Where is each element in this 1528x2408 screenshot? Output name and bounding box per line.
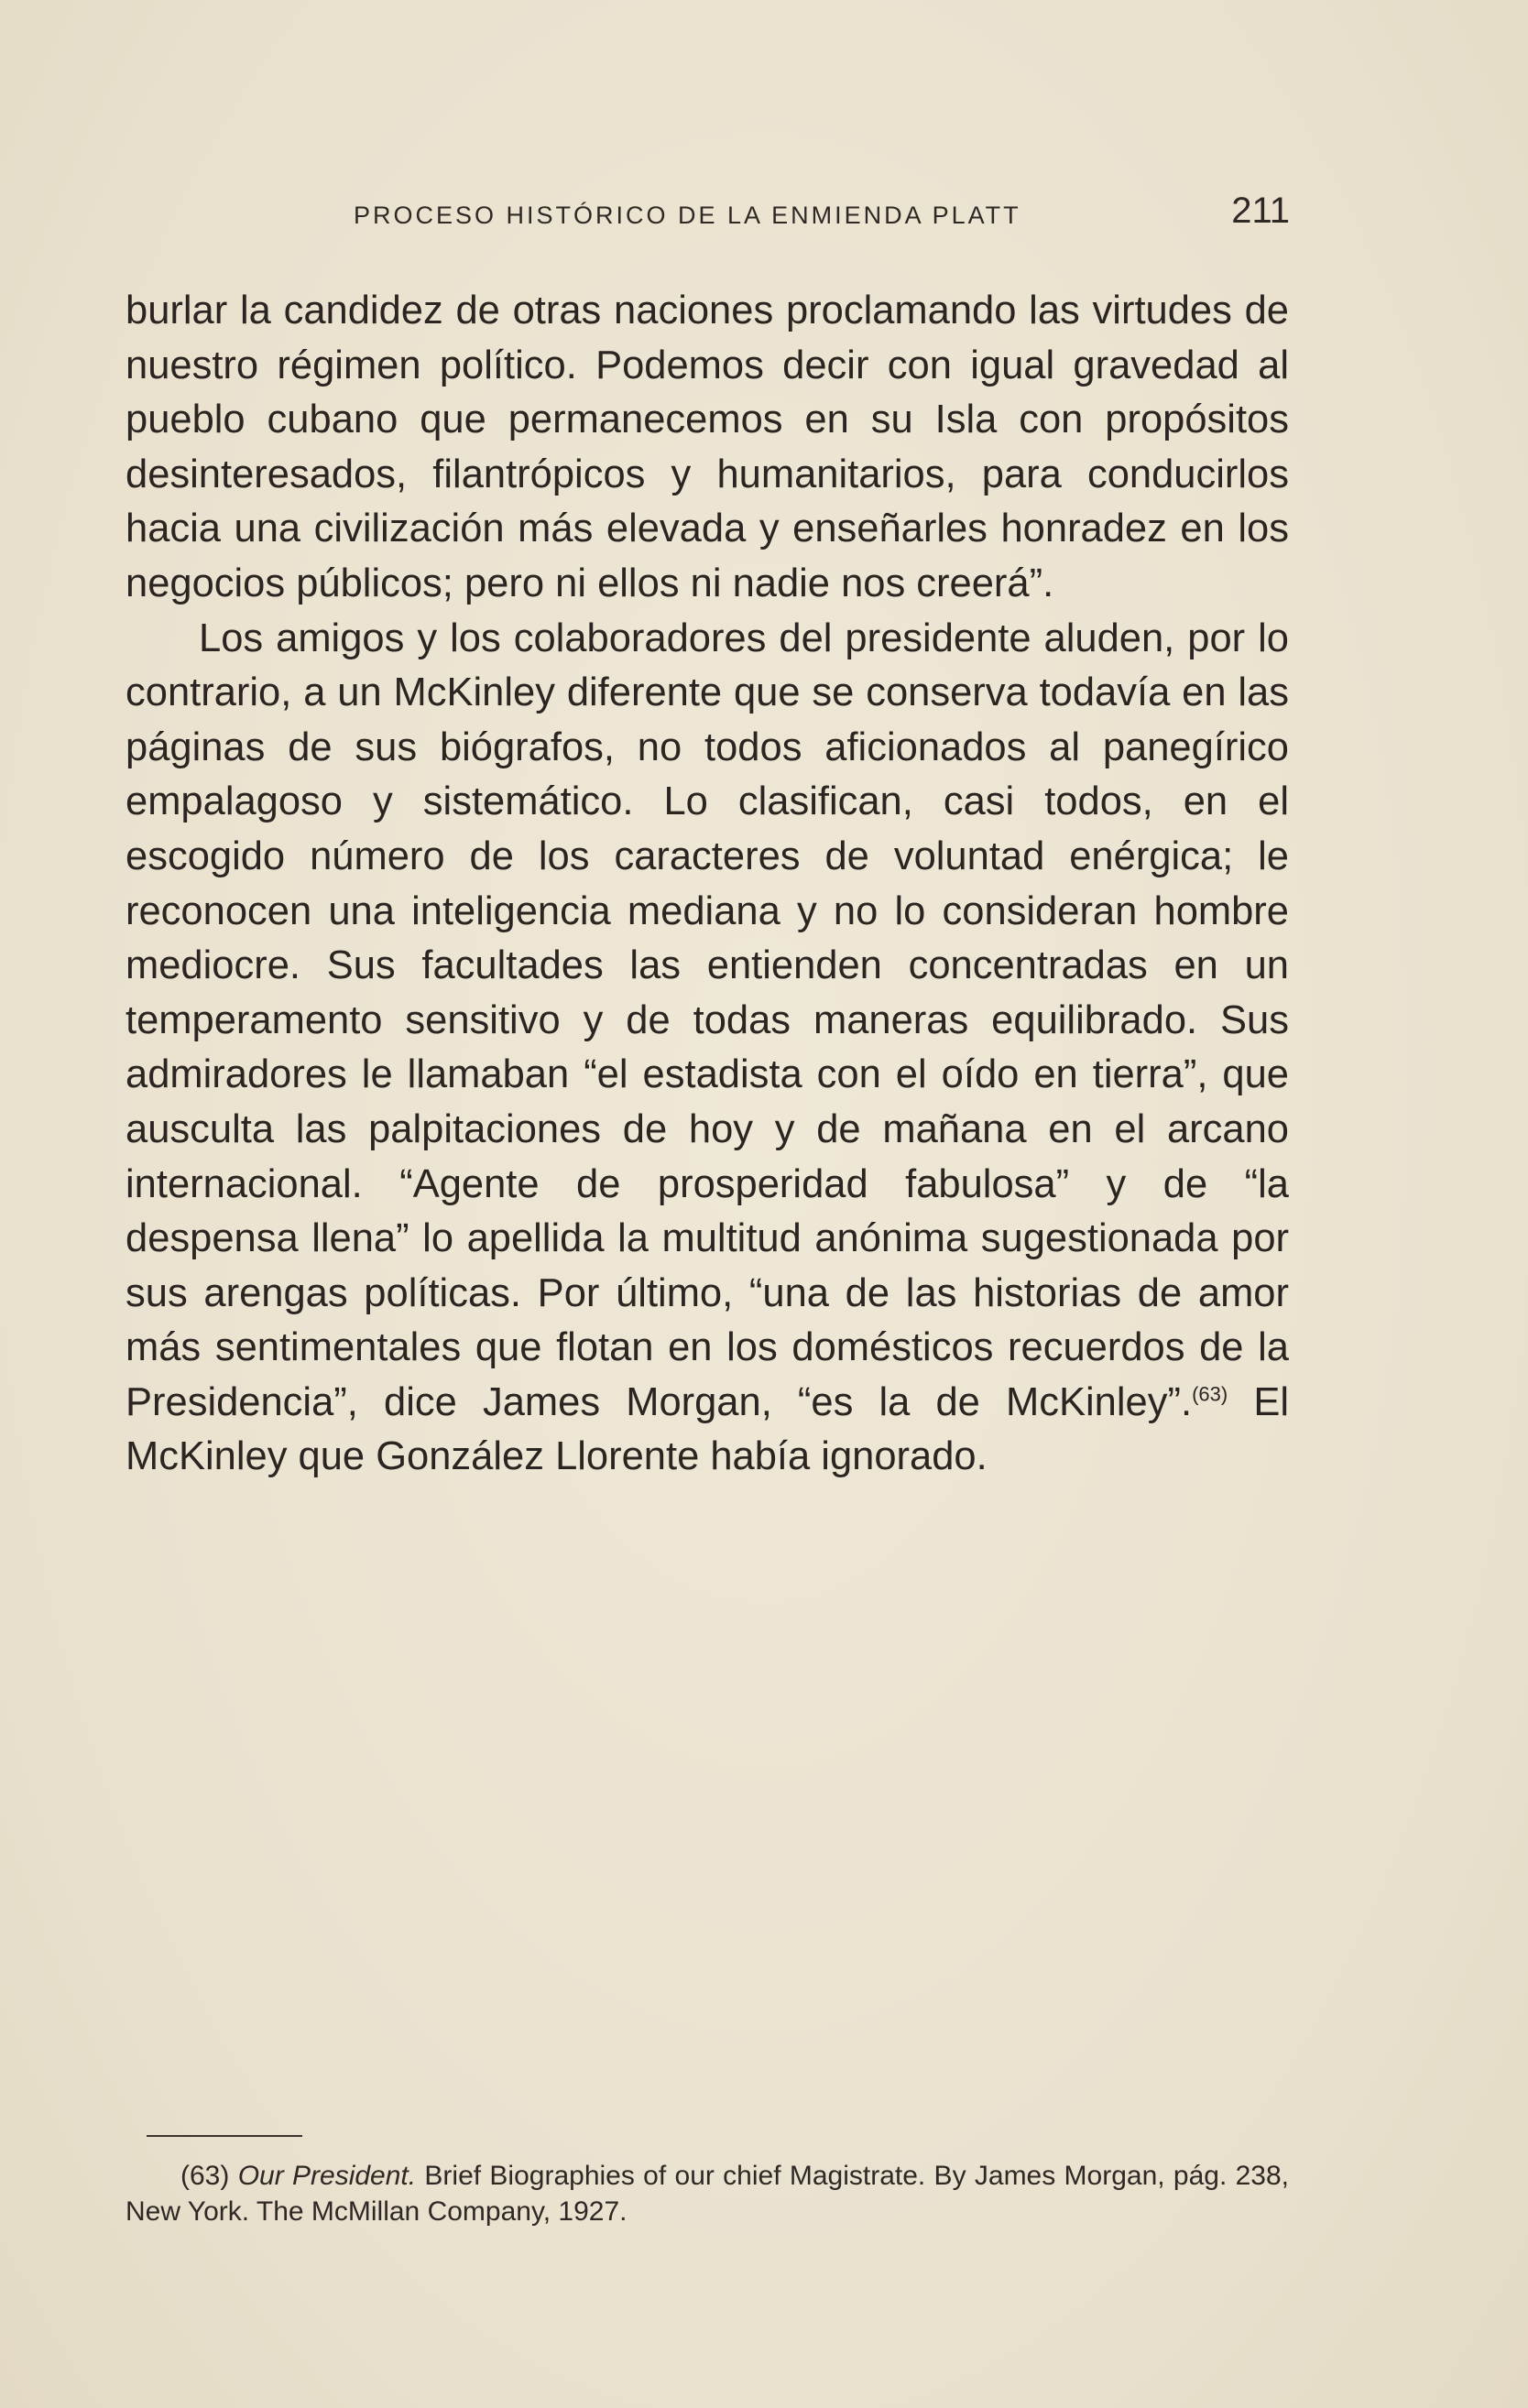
paragraph-2 [126,612,1289,1486]
footnote-divider [147,2135,302,2137]
running-title: PROCESO HISTÓRICO DE LA ENMIENDA PLATT [354,202,1021,229]
footnote [126,2158,1289,2229]
paragraph-2-text: Los amigos y los colaboradores del presidente aluden, por lo contrario, a un McKinley diferente que se conserva todavía en las páginas de sus biógrafos, no todos aficionados al panegírico empalagoso y sistemático. Lo clasifican, casi todos, en el escogido número de los caracteres de voluntad enérgica; le reconocen una inteligencia mediana y no lo consideran hombre mediocre. Sus facultades las entienden concentradas en un temperamento sensitivo y de todas maneras equilibrado. Sus admiradores le llamaban “el estadista con el oído en tierra”, que ausculta las palpitaciones de hoy y de mañana en el arcano internacional. “Agente de prosperidad fabulosa” y de “la despensa llena” lo apellida la multitud anónima sugestionada por sus arengas políticas. Por último, “una de las historias de amor más sentimentales que flotan en los domésticos recuerdos de la Presidencia”, dice James Morgan, “es la de McKinley”. [126,616,1289,1424]
footnote-number: (63) [180,2161,230,2191]
page-number: 211 [1231,191,1290,231]
footnote-reference: (63) [1192,1382,1228,1406]
paragraph-1: burlar la candidez de otras naciones proclamando las virtudes de nuestro régimen político. Podemos decir con igual gravedad al pueblo cubano que permanecemos en su Isla con propósitos desinteresados, filantrópicos y humanitarios, para conducirlos hacia una civilización más elevada y enseñarles honradez en los negocios públicos; pero ni ellos ni nadie nos creerá”. [126,289,1289,605]
paragraph-2-text-end: El McKinley que González Llorente había ignorado. [126,1379,1290,1479]
running-head [126,191,1290,236]
footnote-text: Brief Biographies of our chief Magistrate. By James Morgan, pág. 238, New York. The McMillan Company, 1927. [126,2161,1290,2227]
body-text [126,284,1289,1485]
footnote-title: Our President. [237,2161,417,2191]
